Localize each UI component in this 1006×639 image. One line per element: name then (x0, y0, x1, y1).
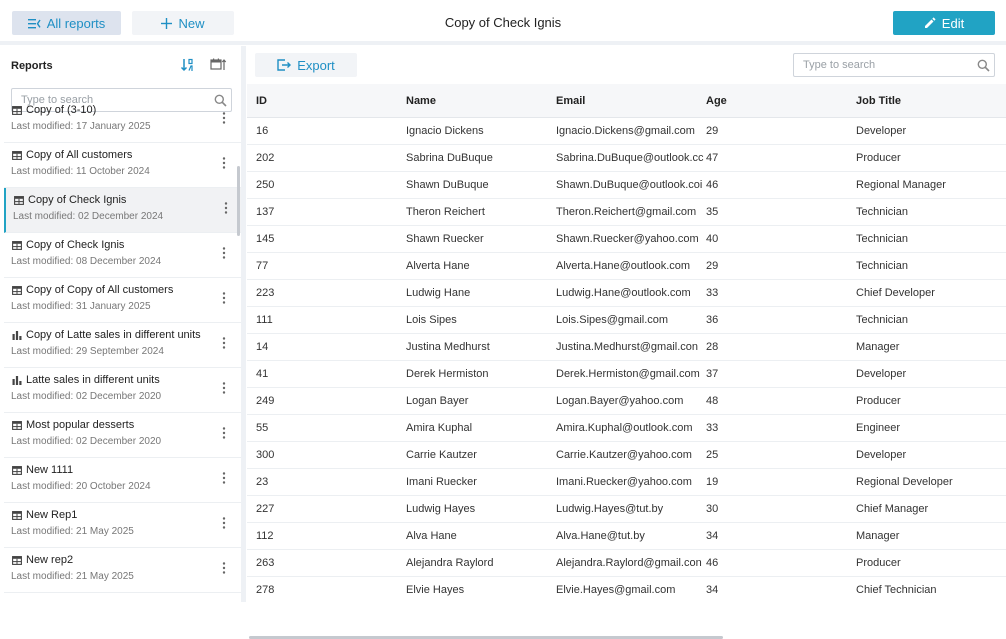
report-main (247, 46, 1006, 602)
table-row[interactable] (247, 118, 1006, 145)
bottom-bar (0, 602, 1006, 634)
sidebar-header (4, 46, 241, 86)
cell-email: Justina.Medhurst@gmail.con (556, 341, 699, 353)
report-list-item[interactable] (4, 323, 241, 368)
cell-job-title: Developer (856, 368, 907, 380)
report-last-modified: Last modified: 11 October 2024 (11, 166, 150, 177)
report-name (12, 239, 124, 251)
report-list-item[interactable] (4, 188, 241, 233)
table-row[interactable] (247, 253, 1006, 280)
more-options-icon[interactable] (220, 336, 228, 352)
cell-email: Elvie.Hayes@gmail.com (556, 584, 676, 596)
cell-email: Theron.Reichert@gmail.com (556, 206, 697, 218)
table-row[interactable] (247, 307, 1006, 334)
cell-id: 227 (256, 503, 275, 515)
cell-name: Shawn DuBuque (406, 179, 489, 191)
report-name-label: Copy of Check Ignis (28, 194, 127, 206)
cell-id: 300 (256, 449, 275, 461)
cell-email: Carrie.Kautzer@yahoo.com (556, 449, 692, 461)
more-options-icon[interactable] (222, 201, 230, 217)
report-list-item[interactable] (4, 278, 241, 323)
table-row[interactable] (247, 145, 1006, 172)
bar-chart-icon (12, 376, 22, 385)
column-header-job-title[interactable]: Job Title (856, 95, 902, 107)
cell-id: 145 (256, 233, 275, 245)
report-name-label: New 1111 (26, 464, 74, 476)
report-list-item[interactable] (4, 503, 241, 548)
cell-job-title: Chief Technician (856, 584, 937, 596)
table-row[interactable] (247, 226, 1006, 253)
table-row[interactable] (247, 577, 1006, 604)
cell-id: 137 (256, 206, 275, 218)
reports-sidebar (4, 46, 241, 604)
cell-age: 33 (706, 422, 719, 434)
cell-id: 202 (256, 152, 275, 164)
cell-id: 250 (256, 179, 275, 191)
table-row[interactable] (247, 523, 1006, 550)
table-search-field[interactable] (793, 53, 995, 77)
cell-job-title: Technician (856, 260, 908, 272)
cell-email: Ludwig.Hane@outlook.com (556, 287, 691, 299)
cell-id: 263 (256, 557, 275, 569)
column-header-email[interactable]: Email (556, 95, 586, 107)
page-title: Copy of Check Ignis (444, 15, 562, 30)
cell-job-title: Developer (856, 449, 907, 461)
edit-button[interactable] (893, 11, 995, 35)
report-last-modified: Last modified: 29 September 2024 (11, 346, 164, 357)
cell-id: 223 (256, 287, 275, 299)
table-row[interactable] (247, 199, 1006, 226)
cell-name: Shawn Ruecker (406, 233, 484, 245)
cell-job-title: Regional Developer (856, 476, 953, 488)
cell-age: 37 (706, 368, 719, 380)
cell-age: 46 (706, 179, 719, 191)
cell-age: 34 (706, 530, 719, 542)
table-icon (12, 511, 22, 520)
cell-name: Alverta Hane (406, 260, 470, 272)
cell-job-title: Technician (856, 206, 908, 218)
report-name-label: Most popular desserts (26, 419, 135, 431)
cell-job-title: Regional Manager (856, 179, 946, 191)
report-last-modified: Last modified: 02 December 2020 (11, 436, 162, 447)
cell-age: 40 (706, 233, 719, 245)
report-name-label: Copy of Copy of All customers (26, 284, 174, 296)
report-name (12, 284, 173, 296)
cell-id: 55 (256, 422, 269, 434)
cell-job-title: Technician (856, 233, 908, 245)
cell-name: Ludwig Hane (406, 287, 471, 299)
cell-age: 36 (706, 314, 719, 326)
table-header (247, 84, 1006, 118)
table-row[interactable] (247, 496, 1006, 523)
cell-age: 19 (706, 476, 719, 488)
cell-job-title: Technician (856, 314, 908, 326)
data-table (247, 84, 1006, 602)
cell-email: Imani.Ruecker@yahoo.com (556, 476, 692, 488)
cell-age: 48 (706, 395, 719, 407)
report-last-modified: Last modified: 17 January 2025 (11, 121, 151, 132)
bar-chart-icon (12, 331, 22, 340)
cell-job-title: Developer (856, 125, 907, 137)
cell-name: Logan Bayer (406, 395, 469, 407)
cell-name: Ignacio Dickens (406, 125, 484, 137)
cell-id: 16 (256, 125, 269, 137)
report-list-item[interactable] (4, 413, 241, 458)
cell-id: 77 (256, 260, 269, 272)
report-list-item[interactable] (4, 548, 241, 593)
table-row[interactable] (247, 415, 1006, 442)
cell-name: Theron Reichert (406, 206, 485, 218)
cell-job-title: Engineer (856, 422, 901, 434)
report-list-item[interactable] (4, 458, 241, 503)
cell-job-title: Producer (856, 557, 901, 569)
report-name (12, 464, 73, 476)
cell-id: 41 (256, 368, 269, 380)
cell-age: 29 (706, 125, 719, 137)
report-name-label: Copy of All customers (26, 149, 133, 161)
table-icon (14, 196, 24, 205)
cell-id: 249 (256, 395, 275, 407)
report-last-modified: Last modified: 02 December 2024 (13, 211, 164, 222)
cell-name: Imani Ruecker (406, 476, 477, 488)
cell-job-title: Producer (856, 152, 901, 164)
cell-job-title: Chief Developer (856, 287, 935, 299)
report-name-label: New Rep1 (26, 509, 78, 521)
cell-name: Lois Sipes (406, 314, 457, 326)
report-name (12, 374, 160, 386)
cell-age: 33 (706, 287, 719, 299)
report-name (12, 329, 201, 341)
cell-email: Alverta.Hane@outlook.com (556, 260, 691, 272)
table-row[interactable] (247, 442, 1006, 469)
cell-name: Ludwig Hayes (406, 503, 476, 515)
report-list-item[interactable] (4, 368, 241, 413)
table-row[interactable] (247, 388, 1006, 415)
cell-age: 35 (706, 206, 719, 218)
table-icon (12, 421, 22, 430)
report-name (12, 509, 77, 521)
sidebar-scrollbar[interactable] (237, 166, 240, 236)
cell-id: 278 (256, 584, 275, 596)
pencil-icon (924, 17, 936, 29)
more-options-icon[interactable] (220, 156, 228, 172)
cell-email: Lois.Sipes@gmail.com (556, 314, 669, 326)
cell-age: 47 (706, 152, 719, 164)
more-options-icon[interactable] (220, 471, 228, 487)
report-list (4, 104, 241, 600)
calendar-sort-icon[interactable] (210, 57, 226, 73)
more-options-icon[interactable] (220, 561, 228, 577)
report-name-label: Copy of Check Ignis (26, 239, 125, 251)
report-last-modified: Last modified: 08 December 2024 (11, 256, 162, 267)
cell-email: Sabrina.DuBuque@outlook.cc (556, 152, 704, 164)
cell-email: Ignacio.Dickens@gmail.com (556, 125, 695, 137)
report-name (12, 419, 134, 431)
panel-divider (241, 46, 246, 602)
more-options-icon[interactable] (220, 426, 228, 442)
search-icon (977, 59, 990, 72)
column-header-name[interactable]: Name (406, 95, 436, 107)
edit-label: Edit (941, 15, 965, 31)
cell-name: Justina Medhurst (406, 341, 490, 353)
cell-id: 23 (256, 476, 269, 488)
cell-name: Elvie Hayes (406, 584, 465, 596)
report-last-modified: Last modified: 20 October 2024 (11, 481, 151, 492)
table-icon (12, 241, 22, 250)
more-options-icon[interactable] (220, 111, 228, 127)
report-name (12, 554, 73, 566)
table-icon (12, 106, 22, 115)
cell-age: 30 (706, 503, 719, 515)
table-row[interactable] (247, 172, 1006, 199)
cell-name: Alejandra Raylord (406, 557, 494, 569)
report-name (14, 194, 126, 206)
cell-age: 28 (706, 341, 719, 353)
table-icon (12, 151, 22, 160)
cell-id: 112 (256, 530, 274, 542)
export-label: Export (297, 57, 335, 73)
cell-email: Amira.Kuphal@outlook.com (556, 422, 693, 434)
cell-age: 29 (706, 260, 719, 272)
cell-name: Derek Hermiston (406, 368, 489, 380)
cell-name: Alva Hane (406, 530, 457, 542)
sort-icon[interactable] (180, 57, 196, 73)
report-list-item[interactable] (4, 98, 241, 143)
cell-email: Logan.Bayer@yahoo.com (556, 395, 684, 407)
table-row[interactable] (247, 469, 1006, 496)
report-last-modified: Last modified: 02 December 2020 (11, 391, 162, 402)
all-reports-label: All reports (46, 15, 106, 31)
cell-age: 25 (706, 449, 719, 461)
new-label: New (178, 15, 205, 31)
top-divider (0, 41, 1006, 45)
report-name-label: Copy of (3-10) (26, 104, 97, 116)
more-options-icon[interactable] (220, 291, 228, 307)
report-last-modified: Last modified: 31 January 2025 (11, 301, 151, 312)
cell-email: Shawn.Ruecker@yahoo.com (556, 233, 699, 245)
report-name (12, 149, 132, 161)
cell-email: Alejandra.Raylord@gmail.con (556, 557, 702, 569)
table-icon (12, 466, 22, 475)
column-header-id[interactable]: ID (256, 95, 267, 107)
cell-name: Amira Kuphal (406, 422, 473, 434)
cell-id: 14 (256, 341, 269, 353)
more-options-icon[interactable] (220, 381, 228, 397)
report-list-item[interactable] (4, 143, 241, 188)
report-name-label: Copy of Latte sales in different units (26, 329, 201, 341)
cell-name: Sabrina DuBuque (406, 152, 493, 164)
table-row[interactable] (247, 334, 1006, 361)
table-search-input[interactable] (794, 54, 964, 76)
cell-email: Shawn.DuBuque@outlook.coi (556, 179, 703, 191)
report-last-modified: Last modified: 21 May 2025 (11, 526, 134, 537)
cell-age: 46 (706, 557, 719, 569)
cell-age: 34 (706, 584, 719, 596)
more-options-icon[interactable] (220, 246, 228, 262)
top-bar (0, 0, 1006, 42)
table-row[interactable] (247, 361, 1006, 388)
cell-email: Alva.Hane@tut.by (556, 530, 645, 542)
cell-job-title: Manager (856, 341, 900, 353)
cell-name: Carrie Kautzer (406, 449, 477, 461)
cell-email: Ludwig.Hayes@tut.by (556, 503, 664, 515)
export-icon (277, 59, 291, 71)
cell-email: Derek.Hermiston@gmail.com (556, 368, 700, 380)
table-row[interactable] (247, 550, 1006, 577)
cell-job-title: Chief Manager (856, 503, 929, 515)
report-name-label: Latte sales in different units (26, 374, 160, 386)
cell-id: 111 (256, 314, 273, 326)
report-last-modified: Last modified: 21 May 2025 (11, 571, 134, 582)
sidebar-title: Reports (11, 60, 53, 72)
more-options-icon[interactable] (220, 516, 228, 532)
table-icon (12, 286, 22, 295)
report-list-item[interactable] (4, 233, 241, 278)
table-row[interactable] (247, 280, 1006, 307)
cell-job-title: Manager (856, 530, 900, 542)
table-icon (12, 556, 22, 565)
column-header-age[interactable]: Age (706, 95, 727, 107)
report-name (12, 104, 96, 116)
export-button[interactable] (255, 53, 357, 77)
cell-job-title: Producer (856, 395, 901, 407)
report-name-label: New rep2 (26, 554, 74, 566)
